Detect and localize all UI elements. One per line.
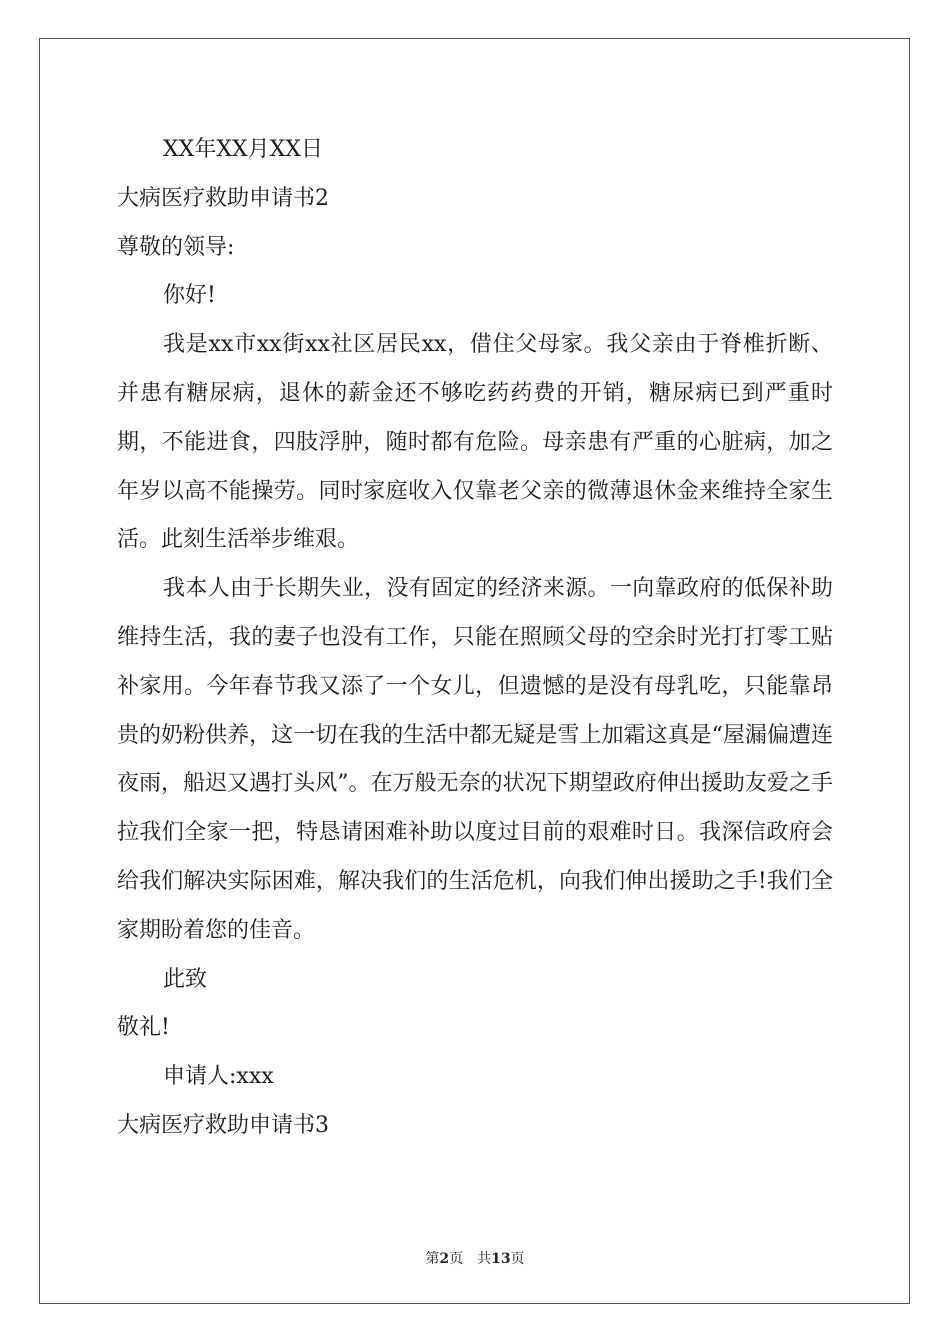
page-footer xyxy=(0,1248,950,1268)
total-prefix: 共 xyxy=(477,1251,492,1267)
greeting: 你好! xyxy=(163,283,216,309)
page-prefix: 第 xyxy=(425,1251,440,1267)
salutation: 尊敬的领导: xyxy=(117,234,235,260)
closing-line-2: 敬礼! xyxy=(117,1015,170,1041)
applicant-signature: 申请人:xxx xyxy=(163,1064,274,1090)
total-pages: 13 xyxy=(491,1251,511,1267)
date-line: XX年XX月XX日 xyxy=(163,137,323,162)
section-title-3: 大病医疗救助申请书3 xyxy=(117,1112,329,1138)
paragraph-1: 我是xx市xx街xx社区居民xx，借住父母家。我父亲由于脊椎折断、并患有糖尿病，退休的薪金还不够吃药药费的开销，糖尿病已到严重时期，不能进食，四肢浮肿，随时都有危险。母亲患有严重的心脏病，加之年岁以高不能操劳。同时家庭收入仅靠老父亲的微薄退休金来维持全家生活。此刻生活举步维艰。 xyxy=(117,332,833,553)
document-body xyxy=(117,126,833,1151)
page-suffix: 页 xyxy=(449,1251,464,1267)
closing-line-1: 此致 xyxy=(163,966,208,992)
paragraph-2: 我本人由于长期失业，没有固定的经济来源。一向靠政府的低保补助维持生活，我的妻子也没有工作，只能在照顾父母的空余时光打打零工贴补家用。今年春节我又添了一个女儿，但遗憾的是没有母乳吃，只能靠昂贵的奶粉供养，这一切在我的生活中都无疑是雪上加霜这真是“屋漏偏遭连夜雨，船迟又遇打头风”。在万般无奈的状况下期望政府伸出援助友爱之手拉我们全家一把，特恳请困难补助以度过目前的艰难时日。我深信政府会给我们解决实际困难，解决我们的生活危机，向我们伸出援助之手!我们全家期盼着您的佳音。 xyxy=(117,576,833,943)
page-number: 2 xyxy=(439,1251,450,1267)
total-suffix: 页 xyxy=(510,1251,525,1267)
section-title-2: 大病医疗救助申请书2 xyxy=(117,185,329,211)
